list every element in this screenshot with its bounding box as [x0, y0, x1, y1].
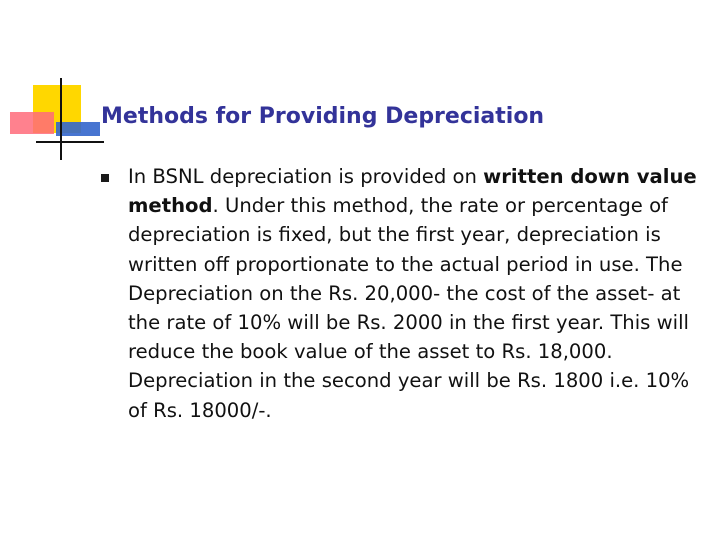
corner-squares-icon — [0, 0, 110, 170]
bullet-paragraph — [128, 162, 708, 425]
deco-pink-bar — [10, 112, 54, 134]
square-bullet-icon — [101, 174, 109, 182]
deco-blue-bar — [56, 122, 100, 136]
slide-title: Methods for Providing Depreciation — [101, 104, 545, 129]
paragraph-text-start: In BSNL depreciation is provided on — [128, 165, 484, 188]
paragraph-bold-term: written down value method — [128, 165, 697, 218]
paragraph-text-rest: . Under this method, the rate or percentage of depreciation is fixed, but the first year, depreciation is written off proportionate to the actual period in use. The Depreciation on the Rs. 20,000- the cost of the asset- at the rate of 10% will be Rs. 2000 in the first year. This will reduce the book value of the asset to Rs. 18,000. Depreciation in the second year will be Rs. 1800 i.e. 10% of Rs. 18000/-. — [128, 194, 690, 422]
